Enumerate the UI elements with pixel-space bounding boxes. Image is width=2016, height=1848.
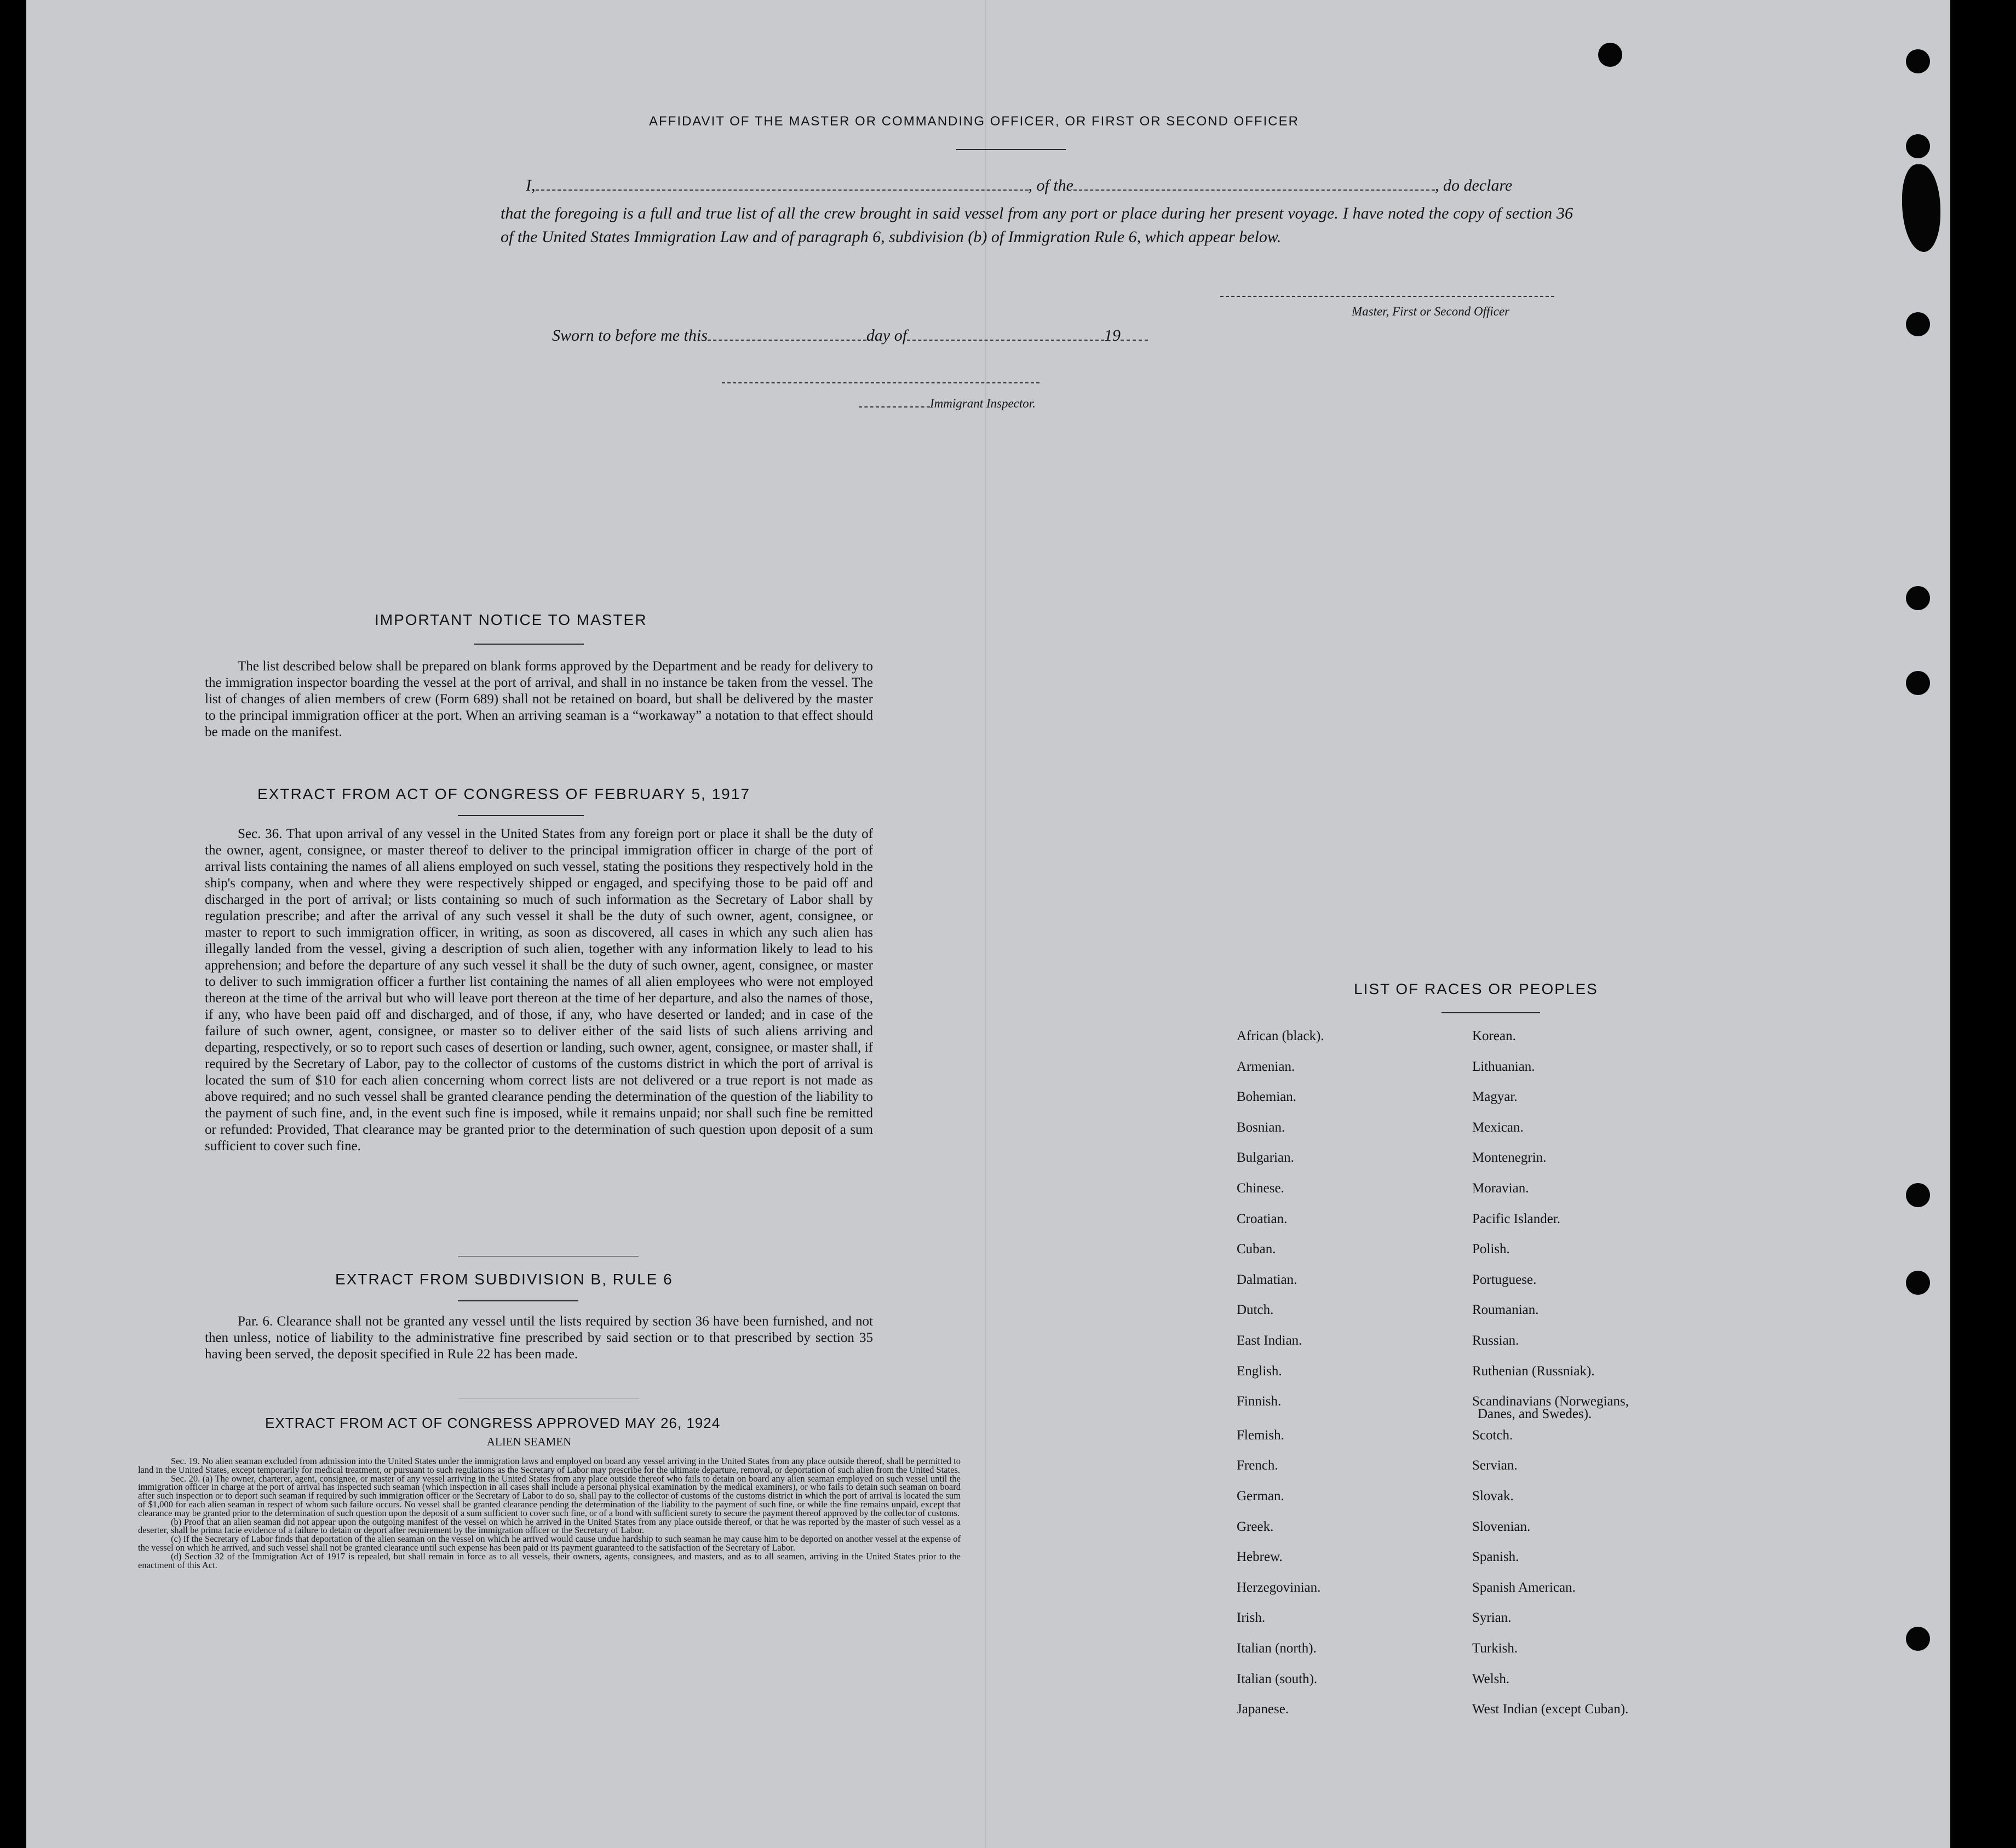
race-item: Dalmatian. (1237, 1272, 1297, 1287)
inspector-signature-field[interactable] (722, 382, 1039, 383)
race-item: Roumanian. (1472, 1302, 1539, 1318)
race-item: Chinese. (1237, 1181, 1284, 1196)
race-item: Armenian. (1237, 1059, 1295, 1074)
binder-hole (1906, 134, 1930, 158)
race-item: Servian. (1472, 1458, 1518, 1473)
name-field[interactable] (536, 190, 1029, 191)
race-item: Pacific Islander. (1472, 1211, 1561, 1226)
race-item: Scotch. (1472, 1427, 1513, 1443)
race-item: English. (1237, 1363, 1282, 1379)
vessel-field[interactable] (1073, 190, 1435, 191)
binder-hole (1906, 586, 1930, 610)
race-item: Spanish. (1472, 1549, 1519, 1565)
race-item: French. (1237, 1458, 1278, 1473)
race-item: Bulgarian. (1237, 1150, 1294, 1166)
races-title: LIST OF RACES OR PEOPLES (1354, 980, 1598, 997)
race-item: Scandinavians (Norwegians, (1472, 1394, 1629, 1409)
race-item: Bohemian. (1237, 1089, 1297, 1105)
sworn-year: 19 (1104, 326, 1121, 345)
affidavit-declaration-line (526, 176, 1573, 195)
race-item: Italian (south). (1237, 1671, 1318, 1686)
race-item: Turkish. (1472, 1641, 1518, 1656)
affidavit-body: that the foregoing is a full and true list of all the crew brought in said vessel from any port or place during her present voyage. I have noted the copy of section 36 of the United States Immigration Law and of paragraph 6, subdivision (b) of Immigration Rule 6, which appear below. (501, 204, 1573, 246)
torn-edge-mark (1902, 164, 1940, 252)
affidavit-title: AFFIDAVIT OF THE MASTER OR COMMANDING OFFICER, OR FIRST OR SECOND OFFICER (649, 114, 1299, 129)
race-item: Mexican. (1472, 1120, 1524, 1135)
sworn-date-field[interactable] (708, 340, 866, 341)
inspector-caption-line (859, 397, 1036, 411)
signature-field[interactable] (1220, 296, 1554, 297)
race-item: Irish. (1237, 1610, 1266, 1626)
binder-hole (1906, 1627, 1930, 1651)
race-item: Welsh. (1472, 1671, 1510, 1686)
race-item: Magyar. (1472, 1089, 1518, 1105)
race-item: Flemish. (1237, 1427, 1284, 1443)
sworn-month-field[interactable] (907, 340, 1104, 341)
binder-hole (1906, 671, 1930, 695)
race-item: Japanese. (1237, 1702, 1289, 1717)
declare-i-label: I, (526, 176, 536, 194)
extract-1924-body (138, 1457, 961, 1569)
inspector-caption: Immigrant Inspector. (930, 397, 1036, 410)
race-item: Polish. (1472, 1242, 1510, 1257)
race-item: African (black). (1237, 1029, 1324, 1043)
race-item: Greek. (1237, 1519, 1274, 1534)
race-item: Slovak. (1472, 1489, 1514, 1503)
race-item: Herzegovinian. (1237, 1580, 1321, 1595)
race-item: East Indian. (1237, 1333, 1302, 1348)
extract-1924-subtitle: ALIEN SEAMEN (486, 1435, 572, 1448)
race-item: Montenegrin. (1472, 1150, 1547, 1166)
extract-rule6-body: Par. 6. Clearance shall not be granted any vessel until the lists required by section 36 have been furnished, and not then unless, notice of liability to the administrative fine prescribed by said section or to that prescribed by section 35 having been served, the deposit specified in Rule 22 has been made. (205, 1314, 873, 1362)
extract-1917-title-rule (458, 815, 584, 816)
extract-1924-paragraph: Sec. 20. (a) The owner, charterer, agent, consignee, or master of any vessel arriving in the United States from any place outside thereof who fails to detain on board any alien seaman employed on such vessel until the immigration officer in charge at the port of arrival has inspected such seaman (which inspection in all cases shall include a personal physical examination by the medical examiners), or who fails to detain such seaman on board after such inspection or to deport such seaman if required by such immigration officer or the Secretary of Labor to do so, shall pay to the collector of customs of the customs district in which the port of arrival is located the sum of $1,000 for each alien seaman in respect of whom such failure occurs. No vessel shall be granted clearance pending the determination of the liability to the payment of such fine, or while the fine remains unpaid, except that clearance may be granted prior to the determination of such question upon the deposit of a sum sufficient to cover such fine, or of a bond with sufficient surety to secure the payment thereof approved by the collector of customs. (138, 1473, 961, 1518)
sworn-line (552, 326, 1148, 345)
binder-hole (1906, 1183, 1930, 1207)
notice-body: The list described below shall be prepared on blank forms approved by the Department and be ready for delivery to the immigration inspector boarding the vessel at the port of arrival, and shall in no instance be taken from the vessel. The list of changes of alien members of crew (Form 689) shall not be retained on board, but shall be delivered by the master to the principal immigration officer at the port. When an arriving seaman is a “workaway” a notation to that effect should be made on the manifest. (205, 659, 873, 739)
race-item: Moravian. (1472, 1181, 1529, 1196)
race-item: Dutch. (1237, 1302, 1274, 1318)
extract-1924-paragraph: (b) Proof that an alien seaman did not appear upon the outgoing manifest of the vessel on which he arrived in the United States from any place outside thereof, or that he was reported by the master of such vessel as a deserter, shall be prima facie evidence of a failure to detain or deport after requirement by the immigration officer or the Secretary of Labor. (138, 1516, 961, 1536)
extract-rule6-title: EXTRACT FROM SUBDIVISION B, RULE 6 (335, 1271, 673, 1288)
race-item: Cuban. (1237, 1242, 1276, 1257)
race-item: Croatian. (1237, 1211, 1288, 1226)
binder-hole (1906, 49, 1930, 73)
sworn-year-field[interactable] (1121, 340, 1148, 341)
race-continuation: Danes, and Swedes). (1478, 1407, 1592, 1421)
notice-title-rule (474, 644, 584, 645)
extract-rule6-title-rule (458, 1300, 578, 1301)
race-item: Italian (north). (1237, 1641, 1317, 1656)
extract-1924-paragraph: (d) Section 32 of the Immigration Act of 1917 is repealed, but shall remain in force as to all vessels, their owners, agents, consignees, and masters, and as to all seamen, arriving in the United States prior to the enactment of this Act. (138, 1551, 961, 1570)
race-item: Slovenian. (1472, 1519, 1531, 1534)
declare-of-the-label: , of the (1028, 176, 1073, 194)
races-title-rule (1441, 1012, 1540, 1013)
notice-title: IMPORTANT NOTICE TO MASTER (375, 611, 647, 628)
sworn-prefix: Sworn to before me this (552, 326, 708, 345)
binder-hole (1906, 312, 1930, 336)
affidavit-title-rule (956, 149, 1066, 150)
binder-hole (1906, 1271, 1930, 1295)
race-item: Spanish American. (1472, 1580, 1576, 1595)
extract-1917-title: EXTRACT FROM ACT OF CONGRESS OF FEBRUARY 5, 1917 (257, 785, 750, 802)
race-item: West Indian (except Cuban). (1472, 1702, 1629, 1717)
race-item: Ruthenian (Russniak). (1472, 1363, 1595, 1379)
race-item: Hebrew. (1237, 1549, 1283, 1565)
race-item: German. (1237, 1489, 1284, 1503)
race-item: Syrian. (1472, 1610, 1512, 1626)
extract-1924-paragraph: Sec. 19. No alien seaman excluded from admission into the United States under the immigration laws and employed on board any vessel arriving in the United States from any place outside thereof, shall be permitted to land in the United States, except temporarily for medical treatment, or pursuant to such regulations as the Secretary of Labor may prescribe for the ultimate departure, removal, or deportation of such alien from the United States. (138, 1456, 961, 1475)
extract-1924-title: EXTRACT FROM ACT OF CONGRESS APPROVED MAY 26, 1924 (265, 1415, 721, 1431)
signature-caption: Master, First or Second Officer (1352, 305, 1510, 318)
extract-1917-body: Sec. 36. That upon arrival of any vessel in the United States from any foreign port or place it shall be the duty of the owner, agent, consignee, or master thereof to deliver to the principal immigration officer in charge of the port of arrival lists containing the names of all aliens employed on such vessel, stating the positions they respectively hold in the ship's company, when and where they were respectively shipped or engaged, and specifying those to be paid off and discharged in the port of arrival; or lists containing so much of such information as the Secretary of Labor shall by regulation prescribe; and after the arrival of any such vessel it shall be the duty of such owner, agent, consignee, or master to report to such immigration officer, in writing, as soon as discovered, all cases in which any such alien has illegally landed from the vessel, giving a description of such alien, together with any information likely to lead to his apprehension; and before the departure of any such vessel it shall be the duty of such owner, agent, consignee, or master to deliver to such immigration officer a further list containing the names of all alien employees who were not employed thereon at the time of the arrival but who will leave port thereon at the time of her departure, and also the names of those, if any, who have been paid off and discharged, and of those, if any, who have deserted or landed; and in case of the failure of such owner, agent, consignee, or master so to deliver either of the said lists of such aliens arriving and departing, respectively, or so to report such cases of desertion or landing, such owner, agent, consignee, or master shall, if required by the Secretary of Labor, pay to the collector of customs of the customs district in which the port of arrival is located the sum of $10 for each alien concerning whom correct lists are not delivered or a true report is not made as above required; and no such vessel shall be granted clearance pending the determination of the question of the liability to the payment of such fine, and, in the event such fine is imposed, while it remains unpaid; nor shall such fine be remitted or refunded: Provided, That clearance may be granted prior to the determination of such question upon deposit of a sum sufficient to cover such fine. (205, 827, 873, 1153)
race-item: Bosnian. (1237, 1120, 1285, 1135)
declare-end-label: , do declare (1435, 176, 1513, 194)
race-item: Finnish. (1237, 1394, 1282, 1409)
extract-1924-paragraph: (c) If the Secretary of Labor finds that deportation of the alien seaman on the vessel on which he arrived would cause undue hardship to such seaman he may cause him to be deported on another vessel at the expense of the vessel on which he arrived, and such vessel shall not be granted clearance until such expense has been paid or its payment guaranteed to the satisfaction of the Secretary of Labor. (138, 1534, 961, 1553)
sworn-day-of: day of (866, 326, 908, 345)
race-item: Lithuanian. (1472, 1059, 1535, 1074)
document-page (26, 0, 1950, 1848)
race-item: Russian. (1472, 1333, 1519, 1348)
page-fold (985, 0, 986, 1848)
race-item: Portuguese. (1472, 1272, 1537, 1287)
binder-hole (1598, 43, 1622, 67)
race-item: Korean. (1472, 1029, 1516, 1043)
inspector-name-field[interactable] (859, 406, 930, 408)
